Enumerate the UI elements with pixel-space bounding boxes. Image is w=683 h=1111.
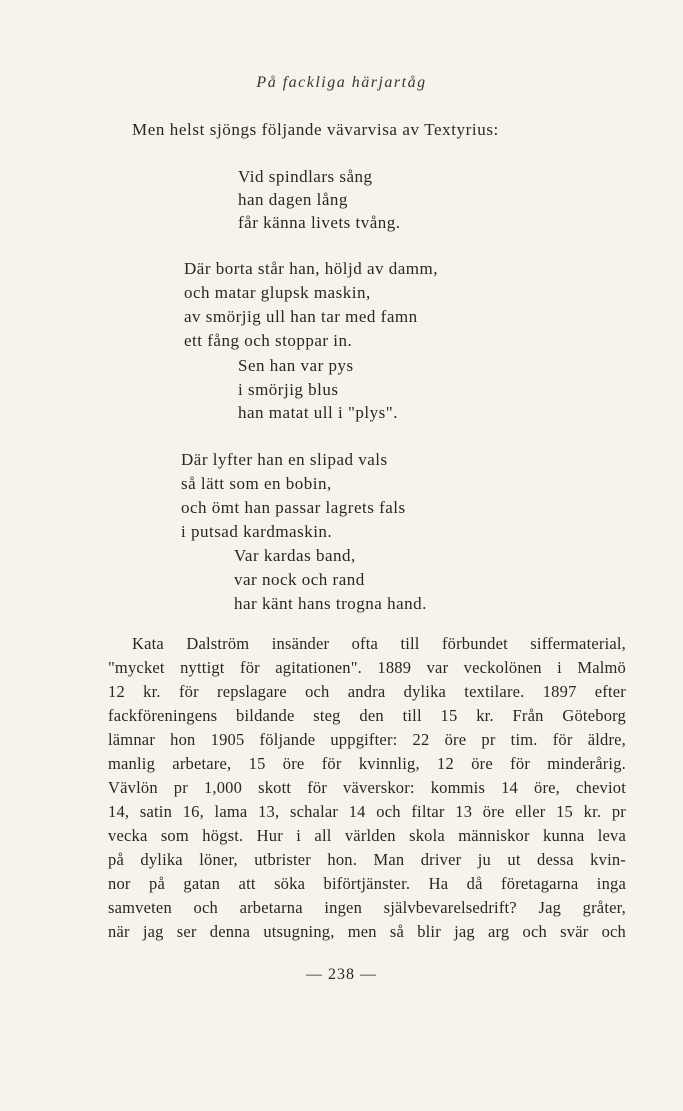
verse-line: Där borta står han, höljd av damm, [184, 259, 438, 278]
prose-line: lämnar hon 1905 följande uppgifter: 22 öre pr tim. för äldre, [108, 730, 626, 749]
verse-line: i smörjig blus [238, 380, 339, 399]
page-number: — 238 — [306, 966, 377, 983]
prose-line: Vävlön pr 1,000 skott för väverskor: kommis 14 öre, cheviot [108, 778, 626, 797]
prose-line: "mycket nyttigt för agitationen". 1889 var veckolönen i Malmö [108, 658, 626, 677]
verse-line: Var kardas band, [234, 546, 356, 565]
verse-line: och ömt han passar lagrets fals [181, 498, 406, 517]
verse-line: Sen han var pys [238, 356, 354, 375]
verse-line: så lätt som en bobin, [181, 474, 332, 493]
prose-line: när jag ser denna utsugning, men så blir jag arg och svär och [108, 922, 626, 941]
verse-line: av smörjig ull han tar med famn [184, 307, 418, 326]
verse-line: Vid spindlars sång [238, 167, 373, 186]
verse-line: i putsad kardmaskin. [181, 522, 333, 541]
verse-line: och matar glupsk maskin, [184, 283, 371, 302]
prose-line: fackföreningens bildande steg den till 15 kr. Från Göteborg [108, 706, 626, 725]
prose-line: samveten och arbetarna ingen självbevarelsedrift? Jag gråter, [108, 898, 626, 917]
prose-line: Kata Dalström insänder ofta till förbundet siffermaterial, [132, 634, 626, 653]
verse-line: har känt hans trogna hand. [234, 594, 427, 613]
running-header: På fackliga härjartåg [256, 74, 427, 91]
prose-line: 12 kr. för repslagare och andra dylika textilare. 1897 efter [108, 682, 626, 701]
verse-line: han dagen lång [238, 190, 348, 209]
prose-line: nor på gatan att söka biförtjänster. Ha då företagarna inga [108, 874, 626, 893]
verse-line: Där lyfter han en slipad vals [181, 450, 388, 469]
verse-line: var nock och rand [234, 570, 365, 589]
verse-line: ett fång och stoppar in. [184, 331, 353, 350]
prose-line: manlig arbetare, 15 öre för kvinnlig, 12 öre för minderårig. [108, 754, 626, 773]
verse-line: han matat ull i "plys". [238, 403, 398, 422]
prose-line: vecka som högst. Hur i all världen skola människor kunna leva [108, 826, 626, 845]
prose-line: 14, satin 16, lama 13, schalar 14 och filtar 13 öre eller 15 kr. pr [108, 802, 626, 821]
prose-line: på dylika löner, utbrister hon. Man driver ju ut dessa kvin- [108, 850, 626, 869]
intro-line: Men helst sjöngs följande vävarvisa av Textyrius: [132, 120, 499, 139]
verse-line: får känna livets tvång. [238, 213, 401, 232]
